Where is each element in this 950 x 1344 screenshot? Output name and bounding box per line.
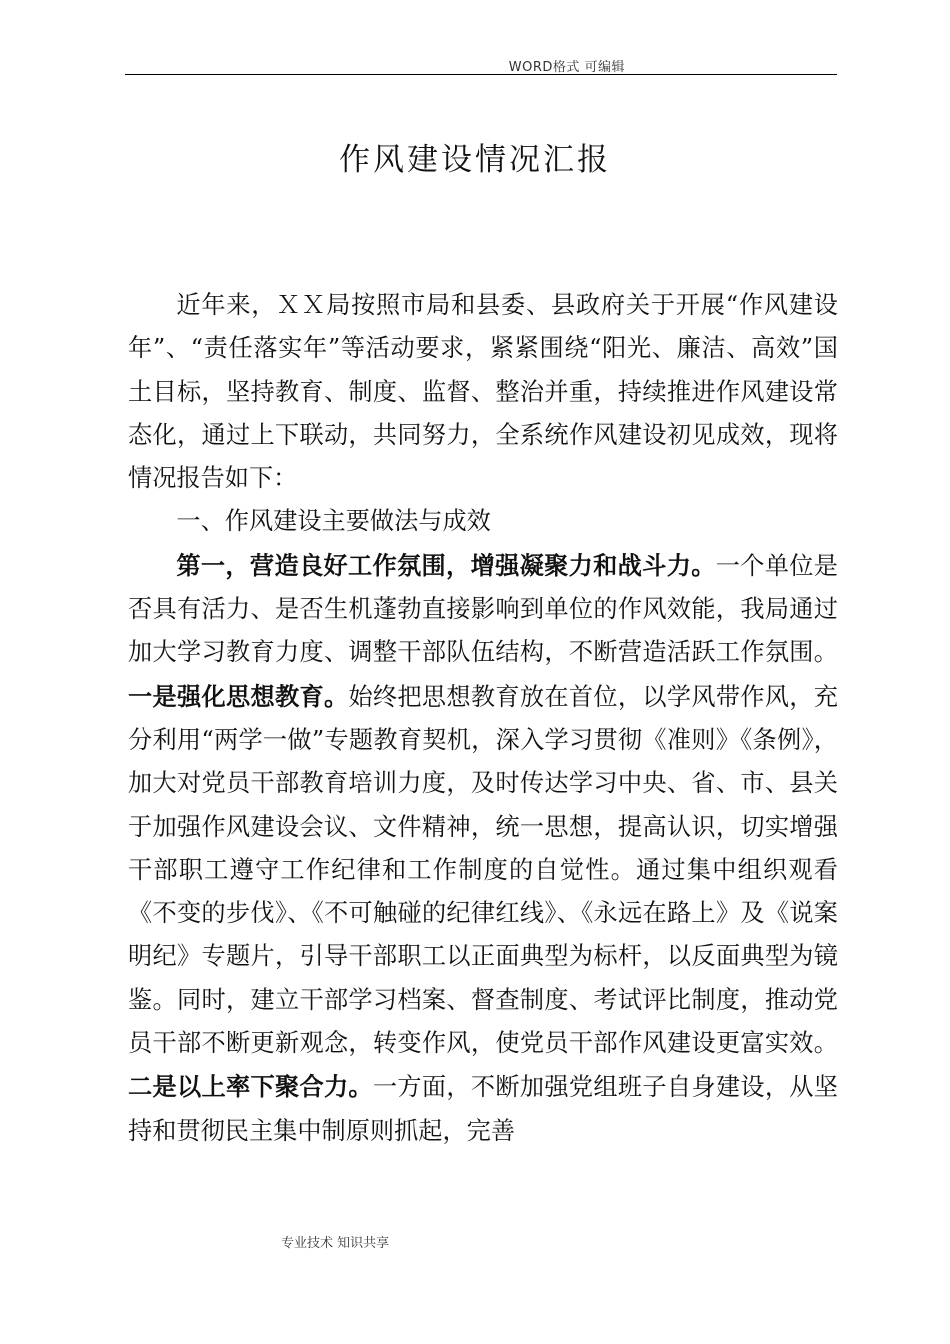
document-title: 作风建设情况汇报	[339, 142, 611, 178]
body-paragraph	[128, 544, 838, 1153]
bold-lead: 第一，营造良好工作氛围，增强凝聚力和战斗力。	[176, 550, 716, 580]
page-footer: 专业技术 知识共享	[281, 1236, 390, 1251]
header-text: WORD格式 可编辑	[508, 60, 625, 75]
bold-point-2: 二是以上率下聚合力。	[128, 1072, 373, 1102]
intro-paragraph: 近年来，ＸＸ局按照市局和县委、县政府关于开展“作风建设年”、“责任落实年”等活动要求，紧紧围绕“阳光、廉洁、高效”国土目标，坚持教育、制度、监督、整治并重，持续推进作风建设常态化，通过上下联动，共同努力，全系统作风建设初见成效，现将情况报告如下：	[128, 291, 838, 493]
paragraph-text: 一个单位是否具有活力、是否生机蓬勃直接影响到单位的作风效能，我局通过加大学习教育力度、调整干部队伍结构，不断营造活跃工作氛围。	[128, 551, 838, 667]
paragraph-text: 一方面，不断加强党组班子自身建设，从坚持和贯彻民主集中制原则抓起，完善	[128, 1073, 838, 1145]
paragraph-text: 始终把思想教育放在首位，以学风带作风，充分利用“两学一做”专题教育契机，深入学习贯彻《准则》《条例》，加大对党员干部教育培训力度，及时传达学习中央、省、市、县关于加强作风建设会议、文件精神，统一思想，提高认识，切实增强干部职工遵守工作纪律和工作制度的自觉性。通过集中组织观看《不变的步伐》、《不可触碰的纪律红线》、《永远在路上》及《说案明纪》专题片，引导干部职工以正面典型为标杆，以反面典型为镜鉴。同时，建立干部学习档案、督查制度、考试评比制度，推动党员干部不断更新观念，转变作风，使党员干部作风建设更富实效。	[128, 682, 838, 1058]
bold-point-1: 一是强化思想教育。	[128, 681, 349, 711]
document-body	[128, 284, 838, 1153]
page-header	[125, 52, 837, 75]
section-heading: 一、作风建设主要做法与成效	[176, 507, 491, 536]
